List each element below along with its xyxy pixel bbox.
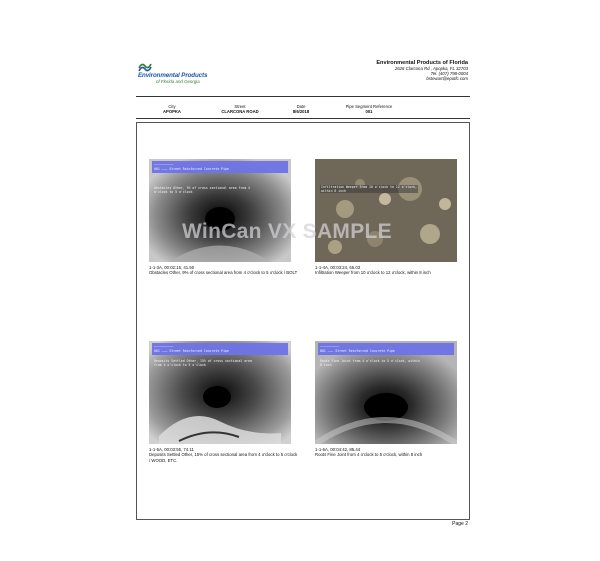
inspection-image-4: —————————— 001 ——— Street Reinforced Concrete Pipe Roots Fine Joint from 4 o'clock to 5 o'clock, within 8 inch — [315, 341, 457, 444]
wave-logo-icon — [138, 60, 152, 72]
observation-overlay: Obstacles Other, 9% of cross sectional area from 4 o'clock to 5 o'clock — [154, 186, 250, 195]
inspection-image-1: —————————— 001 ——— Street Reinforced Concrete Pipe Obstacles Other, 9% of cross sectional area from 4 o'clock to 5 o'clock — [149, 159, 291, 262]
logo-text: Environmental Products — [138, 72, 208, 79]
company-info — [376, 60, 468, 82]
report-page — [136, 58, 470, 527]
pipe-image-4 — [315, 341, 457, 444]
observation-overlay: Infiltration Weeper from 10 o'clock to 12 o'clock, within 8 inch — [321, 185, 417, 194]
observation-overlay: Roots Fine Joint from 4 o'clock to 5 o'clock, within 8 inch — [320, 359, 420, 368]
inspection-image-2 — [315, 159, 457, 262]
observation-overlay: Deposits Settled Other, 15% of cross sectional area from 4 o'clock to 5 o'clock — [154, 359, 252, 368]
caption-time: 1-1-6A, 00:04:42, 85.44 — [315, 447, 361, 452]
inspection-image-3: —————————— 001 ——— Street Reinforced Concrete Pipe Deposits Settled Other, 15% of cross sectional area from 4 o'clock to 5 o'clock — [149, 341, 291, 444]
caption-text: Deposits Settled Other, 15% of cross sectional area from 4 o'clock to 5 o'clock / WOOD, ETC. — [149, 452, 298, 463]
divider — [136, 96, 470, 97]
pipe-image-1 — [149, 159, 291, 262]
caption-time: 1-1-4A, 00:03:24, 65.03 — [315, 265, 361, 270]
divider — [136, 118, 470, 119]
caption-time: 1-1-3A, 00:02:15, 41.50 — [149, 265, 195, 270]
caption-text: Obstacles Other, 9% of cross sectional area from 4 o'clock to 5 o'clock / BOLT — [149, 270, 298, 276]
pipe-image-3 — [149, 341, 291, 444]
header-table — [136, 104, 470, 117]
caption-4 — [315, 447, 465, 458]
caption-2 — [315, 265, 465, 276]
caption-text: Infiltration Weeper from 10 o'clock to 12 o'clock, within 8 inch — [315, 270, 431, 276]
page-number: Page 2 — [452, 521, 468, 527]
header-date: Date 8/6/2018 — [292, 104, 310, 115]
caption-time: 1-1-5A, 00:03:55, 74.11 — [149, 447, 194, 452]
caption-3 — [149, 447, 299, 463]
images-frame — [136, 122, 470, 520]
header-city: City APOPKA — [163, 104, 181, 115]
header-street: Street CLARCONA ROAD — [221, 104, 259, 115]
company-name: Environmental Products of Florida — [376, 60, 468, 66]
logo-subtext: of Florida and Georgia — [156, 79, 200, 84]
caption-text: Roots Fine Joint from 4 o'clock to 5 o'clock, within 8 inch — [315, 452, 423, 458]
company-email: bstewart@epotfc.com — [426, 76, 468, 82]
watermark: WinCan VX SAMPLE — [182, 220, 392, 243]
header-pipe-segment: Pipe Segment Reference 001 — [345, 104, 393, 115]
company-address: 2626 Clarcona Rd., Apopka, FL 32703 — [394, 66, 468, 71]
caption-1 — [149, 265, 299, 276]
company-logo — [136, 58, 226, 92]
pipe-image-2 — [315, 159, 457, 262]
company-phone: Tel. (407) 798-0004 — [430, 71, 468, 77]
